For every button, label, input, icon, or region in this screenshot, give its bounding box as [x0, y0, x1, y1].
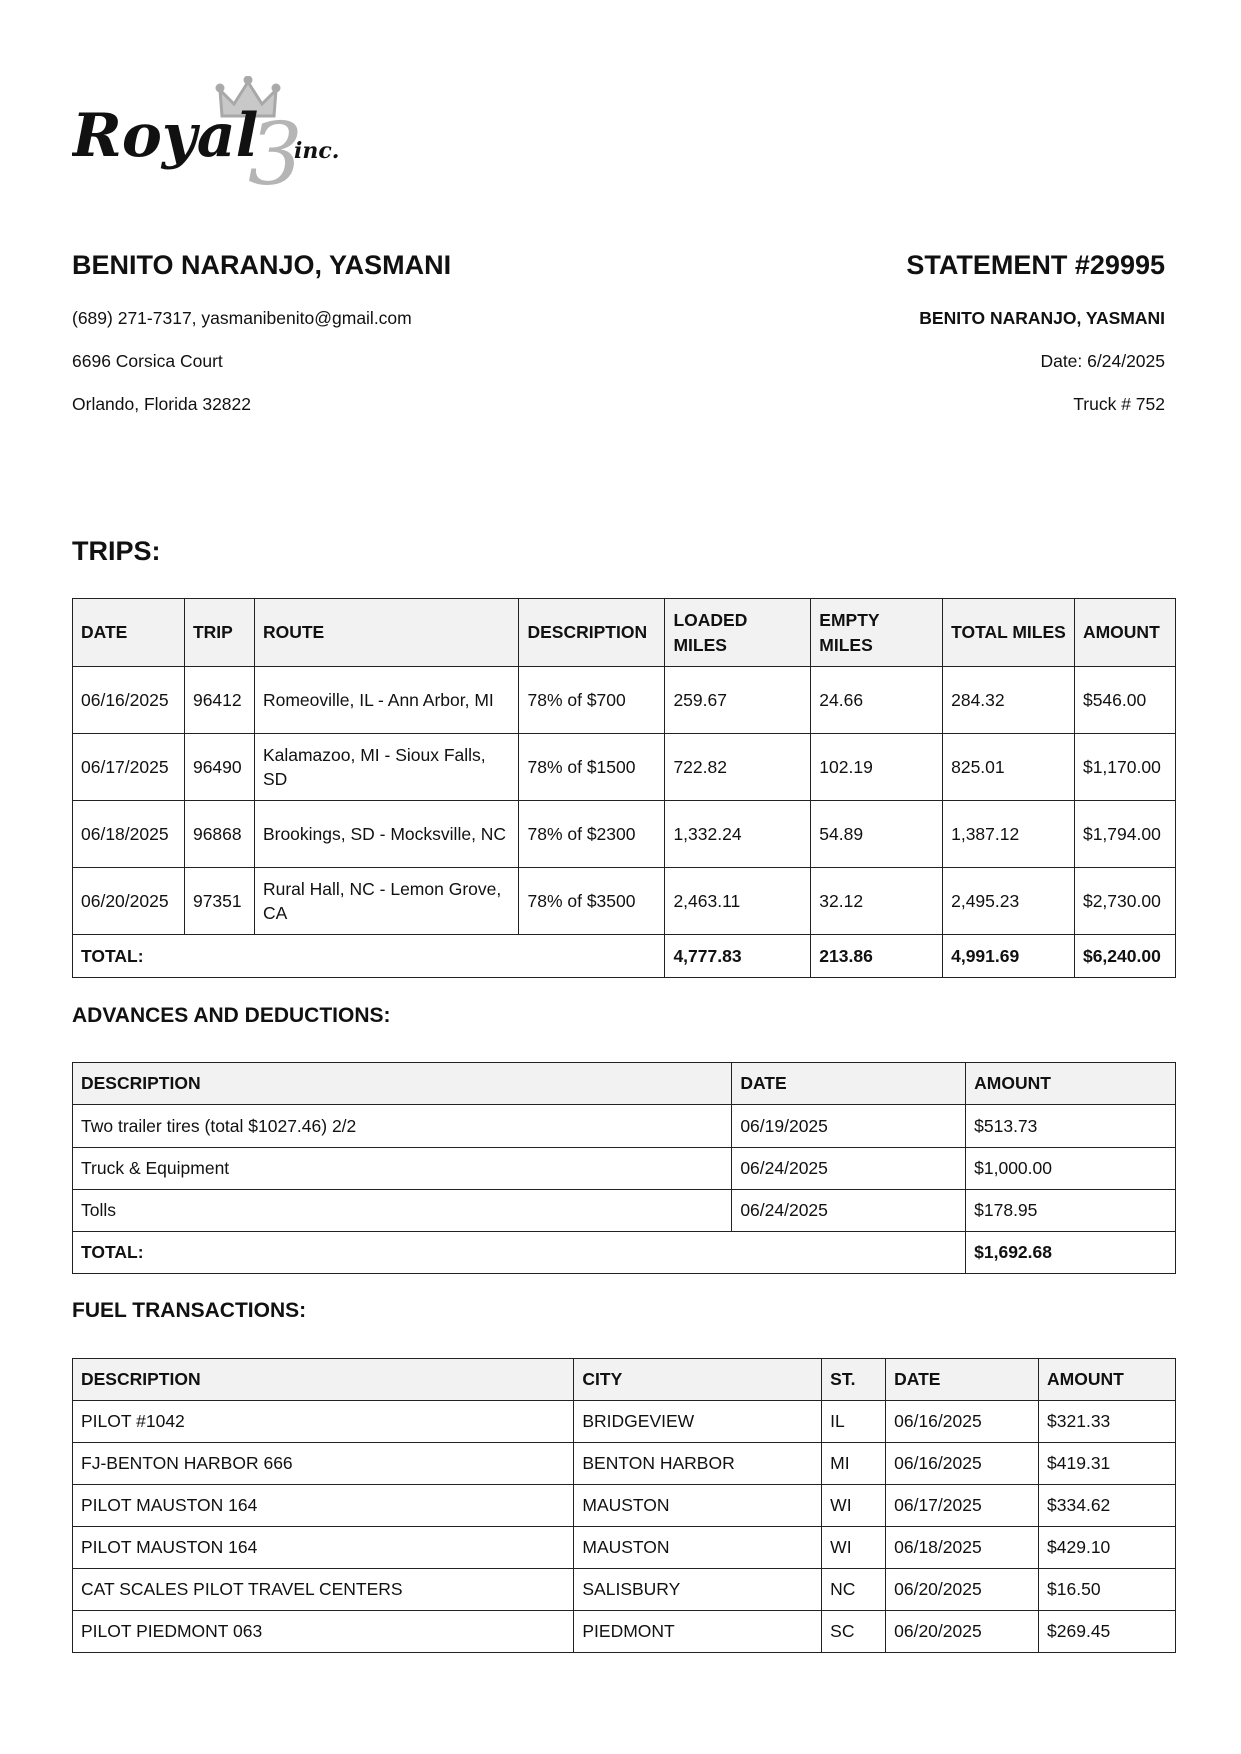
advances-table [72, 1062, 1176, 1274]
table-row [73, 868, 1176, 935]
advance-description: Tolls [73, 1190, 732, 1232]
statement-name: BENITO NARANJO, YASMANI [919, 308, 1165, 328]
trip-empty-miles: 24.66 [811, 667, 943, 734]
trip-amount: $1,170.00 [1074, 734, 1175, 801]
fuel-state: WI [822, 1485, 886, 1527]
fuel-date: 06/20/2025 [886, 1569, 1039, 1611]
trip-date: 06/18/2025 [73, 801, 185, 868]
trips-total-amount: $6,240.00 [1074, 935, 1175, 978]
trip-description: 78% of $2300 [519, 801, 665, 868]
table-row [73, 1105, 1176, 1148]
fuel-amount: $334.62 [1039, 1485, 1176, 1527]
fuel-date: 06/17/2025 [886, 1485, 1039, 1527]
fuel-description: PILOT #1042 [73, 1401, 574, 1443]
fuel-city: BRIDGEVIEW [574, 1401, 822, 1443]
table-row [73, 1443, 1176, 1485]
advances-col-description: DESCRIPTION [73, 1063, 732, 1105]
trips-table [72, 598, 1176, 978]
trips-col-description: DESCRIPTION [519, 599, 665, 667]
fuel-col-date: DATE [886, 1359, 1039, 1401]
fuel-description: PILOT MAUSTON 164 [73, 1527, 574, 1569]
trip-number: 96490 [184, 734, 254, 801]
trip-route: Brookings, SD - Mocksville, NC [254, 801, 519, 868]
trip-empty-miles: 102.19 [811, 734, 943, 801]
trip-route: Rural Hall, NC - Lemon Grove, CA [254, 868, 519, 935]
trip-number: 96868 [184, 801, 254, 868]
fuel-description: PILOT PIEDMONT 063 [73, 1611, 574, 1653]
fuel-amount: $429.10 [1039, 1527, 1176, 1569]
logo-suffix: inc. [294, 138, 340, 164]
advance-date: 06/19/2025 [732, 1105, 966, 1148]
table-row [73, 801, 1176, 868]
trips-col-loaded-miles: LOADED MILES [665, 599, 811, 667]
fuel-description: FJ-BENTON HARBOR 666 [73, 1443, 574, 1485]
fuel-date: 06/20/2025 [886, 1611, 1039, 1653]
table-row [73, 1527, 1176, 1569]
trips-col-amount: AMOUNT [1074, 599, 1175, 667]
trip-amount: $2,730.00 [1074, 868, 1175, 935]
driver-contact: (689) 271-7317, yasmanibenito@gmail.com [72, 308, 412, 328]
advances-heading: ADVANCES AND DEDUCTIONS: [72, 1004, 391, 1027]
trips-col-total-miles: TOTAL MILES [943, 599, 1075, 667]
advance-description: Two trailer tires (total $1027.46) 2/2 [73, 1105, 732, 1148]
fuel-city: BENTON HARBOR [574, 1443, 822, 1485]
advances-col-amount: AMOUNT [966, 1063, 1176, 1105]
trip-loaded-miles: 259.67 [665, 667, 811, 734]
fuel-description: CAT SCALES PILOT TRAVEL CENTERS [73, 1569, 574, 1611]
fuel-date: 06/18/2025 [886, 1527, 1039, 1569]
trip-route: Romeoville, IL - Ann Arbor, MI [254, 667, 519, 734]
table-row [73, 1148, 1176, 1190]
fuel-col-amount: AMOUNT [1039, 1359, 1176, 1401]
statement-date: Date: 6/24/2025 [1040, 351, 1165, 371]
driver-name: BENITO NARANJO, YASMANI [72, 250, 452, 280]
trip-route: Kalamazoo, MI - Sioux Falls, SD [254, 734, 519, 801]
trips-col-route: ROUTE [254, 599, 519, 667]
statement-truck: Truck # 752 [1073, 394, 1165, 414]
fuel-city: MAUSTON [574, 1485, 822, 1527]
trip-date: 06/16/2025 [73, 667, 185, 734]
table-row [73, 1611, 1176, 1653]
advance-date: 06/24/2025 [732, 1190, 966, 1232]
fuel-state: NC [822, 1569, 886, 1611]
trip-date: 06/17/2025 [73, 734, 185, 801]
fuel-description: PILOT MAUSTON 164 [73, 1485, 574, 1527]
fuel-state: IL [822, 1401, 886, 1443]
table-row [73, 667, 1176, 734]
fuel-state: MI [822, 1443, 886, 1485]
trip-loaded-miles: 2,463.11 [665, 868, 811, 935]
advances-total-label: TOTAL: [73, 1232, 966, 1274]
driver-address-line2: Orlando, Florida 32822 [72, 394, 251, 414]
fuel-amount: $269.45 [1039, 1611, 1176, 1653]
fuel-date: 06/16/2025 [886, 1401, 1039, 1443]
fuel-state: SC [822, 1611, 886, 1653]
trip-number: 97351 [184, 868, 254, 935]
advance-description: Truck & Equipment [73, 1148, 732, 1190]
table-row [73, 734, 1176, 801]
trips-col-empty-miles: EMPTY MILES [811, 599, 943, 667]
fuel-city: MAUSTON [574, 1527, 822, 1569]
advance-amount: $178.95 [966, 1190, 1176, 1232]
trip-loaded-miles: 722.82 [665, 734, 811, 801]
fuel-col-state: ST. [822, 1359, 886, 1401]
trips-heading: TRIPS: [72, 536, 161, 566]
trip-description: 78% of $3500 [519, 868, 665, 935]
trip-description: 78% of $1500 [519, 734, 665, 801]
trips-header-row [73, 599, 1176, 667]
fuel-header-row [73, 1359, 1176, 1401]
fuel-city: PIEDMONT [574, 1611, 822, 1653]
trip-empty-miles: 54.89 [811, 801, 943, 868]
trips-col-date: DATE [73, 599, 185, 667]
crown-logo-graphic [72, 76, 392, 196]
statement-title: STATEMENT #29995 [906, 250, 1165, 280]
advances-header-row [73, 1063, 1176, 1105]
advance-date: 06/24/2025 [732, 1148, 966, 1190]
trips-col-trip: TRIP [184, 599, 254, 667]
fuel-amount: $16.50 [1039, 1569, 1176, 1611]
trip-description: 78% of $700 [519, 667, 665, 734]
trip-loaded-miles: 1,332.24 [665, 801, 811, 868]
table-row [73, 1485, 1176, 1527]
trips-total-label: TOTAL: [73, 935, 665, 978]
advance-amount: $513.73 [966, 1105, 1176, 1148]
trip-total-miles: 2,495.23 [943, 868, 1075, 935]
table-row [73, 1401, 1176, 1443]
advances-total-amount: $1,692.68 [966, 1232, 1176, 1274]
trip-total-miles: 825.01 [943, 734, 1075, 801]
table-row [73, 1569, 1176, 1611]
fuel-date: 06/16/2025 [886, 1443, 1039, 1485]
trip-amount: $1,794.00 [1074, 801, 1175, 868]
company-logo [72, 76, 392, 196]
driver-address-line1: 6696 Corsica Court [72, 351, 223, 371]
trips-total-row [73, 935, 1176, 978]
fuel-amount: $321.33 [1039, 1401, 1176, 1443]
fuel-col-description: DESCRIPTION [73, 1359, 574, 1401]
trip-amount: $546.00 [1074, 667, 1175, 734]
advances-col-date: DATE [732, 1063, 966, 1105]
table-row [73, 1190, 1176, 1232]
logo-numeral: 3 [248, 105, 303, 196]
fuel-table [72, 1358, 1176, 1653]
fuel-amount: $419.31 [1039, 1443, 1176, 1485]
fuel-city: SALISBURY [574, 1569, 822, 1611]
trip-total-miles: 284.32 [943, 667, 1075, 734]
advance-amount: $1,000.00 [966, 1148, 1176, 1190]
trip-number: 96412 [184, 667, 254, 734]
logo-brand: Royal [72, 101, 259, 171]
trip-date: 06/20/2025 [73, 868, 185, 935]
trip-total-miles: 1,387.12 [943, 801, 1075, 868]
trips-total-miles: 4,991.69 [943, 935, 1075, 978]
trips-total-loaded: 4,777.83 [665, 935, 811, 978]
fuel-col-city: CITY [574, 1359, 822, 1401]
trips-total-empty: 213.86 [811, 935, 943, 978]
trip-empty-miles: 32.12 [811, 868, 943, 935]
fuel-state: WI [822, 1527, 886, 1569]
fuel-heading: FUEL TRANSACTIONS: [72, 1299, 307, 1322]
advances-total-row [73, 1232, 1176, 1274]
